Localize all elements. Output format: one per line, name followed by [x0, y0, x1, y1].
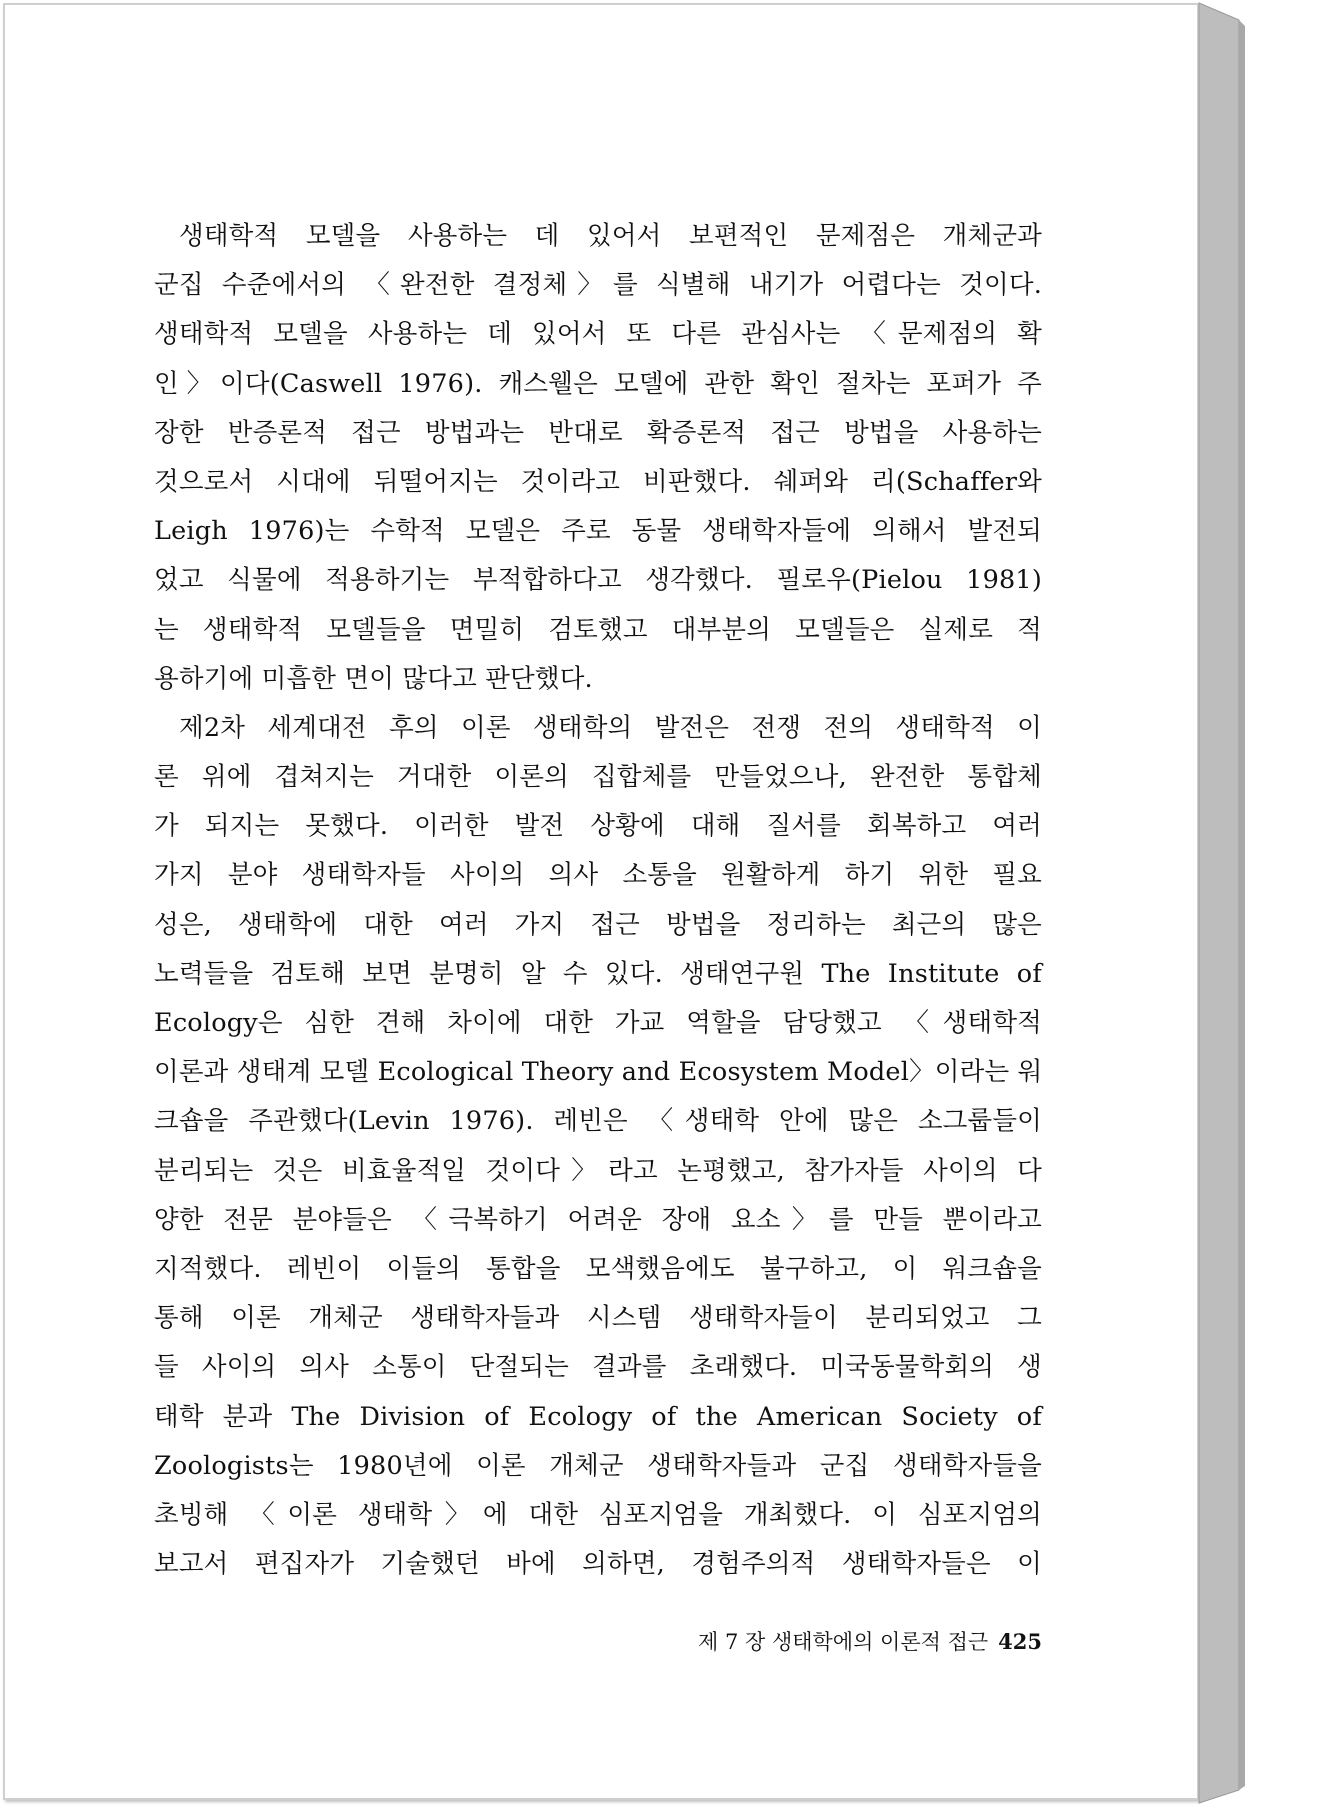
text-line: 생태학적 모델을 사용하는 데 있어서 보편적인 문제점은 개체군과	[179, 221, 1042, 251]
text-line: 크숍을 주관했다(Levin 1976). 레빈은 〈생태학 안에 많은 소그룹들이	[154, 1106, 1042, 1137]
text-line: 통해 이론 개체군 생태학자들과 시스템 생태학자들이 분리되었고 그	[154, 1303, 1042, 1334]
paragraph-1	[154, 212, 1042, 704]
text-line: 가 되지는 못했다. 이러한 발전 상황에 대해 질서를 회복하고 여러	[154, 811, 1042, 842]
text-line: 이론과 생태계 모델 Ecological Theory and Ecosystem Model〉이라는 워	[154, 1057, 1043, 1088]
text-line: Zoologists는 1980년에 이론 개체군 생태학자들과 군집 생태학자들을	[154, 1450, 1042, 1481]
running-footer	[640, 1626, 1042, 1656]
text-line: 양한 전문 분야들은 〈극복하기 어려운 장애 요소〉를 만들 뿐이라고	[154, 1204, 1042, 1235]
text-line: 론 위에 겹쳐지는 거대한 이론의 집합체를 만들었으나, 완전한 통합체	[154, 762, 1042, 793]
text-line: 제2차 세계대전 후의 이론 생태학의 발전은 전쟁 전의 생태학적 이	[179, 712, 1042, 743]
text-line: 지적했다. 레빈이 이들의 통합을 모색했음에도 불구하고, 이 워크숍을	[154, 1253, 1042, 1284]
text-line: 가지 분야 생태학자들 사이의 의사 소통을 원활하게 하기 위한 필요	[154, 860, 1042, 891]
text-line: 었고 식물에 적용하기는 부적합하다고 생각했다. 필로우(Pielou 1981)	[154, 565, 1042, 596]
text-line: 장한 반증론적 접근 방법과는 반대로 확증론적 접근 방법을 사용하는	[154, 417, 1042, 448]
text-line: 노력들을 검토해 보면 분명히 알 수 있다. 생태연구원 The Institute of	[154, 958, 1042, 989]
page-body-text	[154, 212, 1042, 1589]
text-line: 인〉이다(Caswell 1976). 캐스웰은 모델에 관한 확인 절차는 포퍼가 주	[154, 368, 1042, 399]
text-line: 성은, 생태학에 대한 여러 가지 접근 방법을 정리하는 최근의 많은	[154, 909, 1042, 940]
text-line: 들 사이의 의사 소통이 단절되는 결과를 초래했다. 미국동물학회의 생	[154, 1352, 1042, 1383]
text-line: 것으로서 시대에 뒤떨어지는 것이라고 비판했다. 쉐퍼와 리(Schaffer와	[154, 466, 1042, 497]
page-number: 425	[998, 1629, 1042, 1654]
page-stack-edge	[1195, 0, 1285, 1806]
text-line: Leigh 1976)는 수학적 모델은 주로 동물 생태학자들에 의해서 발전되	[154, 516, 1042, 547]
text-line: 태학 분과 The Division of Ecology of the American Society of	[154, 1401, 1042, 1432]
text-line: 는 생태학적 모델들을 면밀히 검토했고 대부분의 모델들은 실제로 적	[154, 614, 1042, 645]
text-line: 용하기에 미흡한 면이 많다고 판단했다.	[154, 663, 593, 694]
text-line: Ecology은 심한 견해 차이에 대한 가교 역할을 담당했고 〈생태학적	[154, 1008, 1042, 1038]
text-line: 군집 수준에서의 〈완전한 결정체〉를 식별해 내기가 어렵다는 것이다.	[154, 270, 1042, 301]
text-line: 생태학적 모델을 사용하는 데 있어서 또 다른 관심사는 〈문제점의 확	[154, 319, 1042, 350]
chapter-title: 제 7 장 생태학에의 이론적 접근	[697, 1630, 989, 1654]
text-line: 초빙해 〈이론 생태학〉에 대한 심포지엄을 개최했다. 이 심포지엄의	[154, 1499, 1042, 1530]
text-line: 분리되는 것은 비효율적일 것이다〉라고 논평했고, 참가자들 사이의 다	[154, 1155, 1042, 1186]
paragraph-2	[154, 704, 1042, 1589]
text-line: 보고서 편집자가 기술했던 바에 의하면, 경험주의적 생태학자들은 이	[154, 1549, 1042, 1580]
